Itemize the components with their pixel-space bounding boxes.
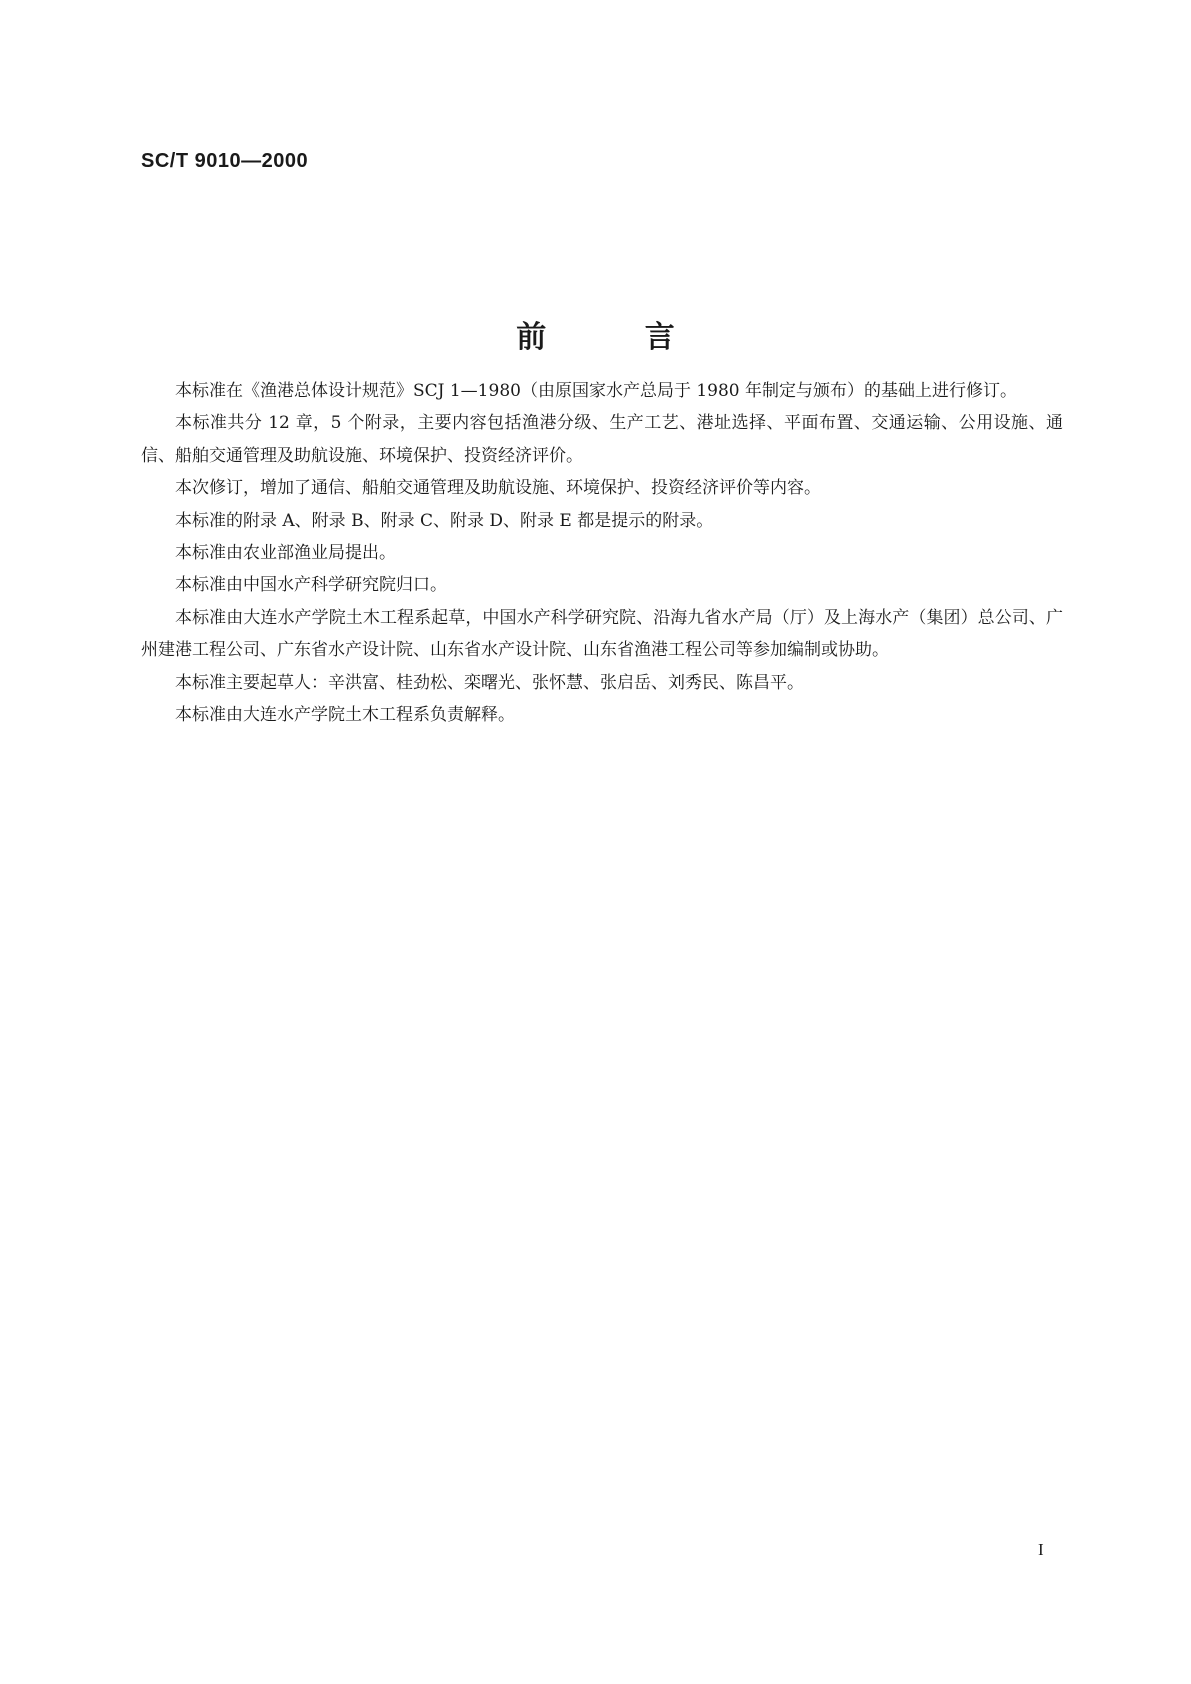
page-title: 前 言 (516, 320, 675, 355)
paragraph-additions: 本次修订，增加了通信、船舶交通管理及助航设施、环境保护、投资经济评价等内容。 (175, 478, 821, 499)
standard-code: SC/T 9010—2000 (141, 150, 309, 172)
paragraph-drafting-units: 本标准由大连水产学院土木工程系起草，中国水产科学研究院、沿海九省水产局（厅）及上海水产（集团）总公司、广州建港工程公司、广东省水产设计院、山东省水产设计院、山东省渔港工程公司等参加编制或协助。 (141, 607, 1063, 661)
paragraph-revision-basis: 本标准在《渔港总体设计规范》SCJ 1—1980（由原国家水产总局于 1980 年制定与颁布）的基础上进行修订。 (175, 381, 1018, 401)
paragraph-administrator: 本标准由中国水产科学研究院归口。 (175, 575, 447, 596)
paragraph-drafters: 本标准主要起草人：辛洪富、桂劲松、栾曙光、张怀慧、张启岳、刘秀民、陈昌平。 (175, 672, 804, 693)
foreword-body (141, 375, 1063, 731)
paragraph-appendices: 本标准的附录 A、附录 B、附录 C、附录 D、附录 E 都是提示的附录。 (175, 510, 714, 531)
paragraph-interpretation: 本标准由大连水产学院土木工程系负责解释。 (175, 705, 515, 726)
page-number: I (1038, 1540, 1044, 1559)
paragraph-structure: 本标准共分 12 章，5 个附录，主要内容包括渔港分级、生产工艺、港址选择、平面布置、交通运输、公用设施、通信、船舶交通管理及助航设施、环境保护、投资经济评价。 (141, 413, 1063, 466)
paragraph-proposer: 本标准由农业部渔业局提出。 (175, 543, 396, 564)
